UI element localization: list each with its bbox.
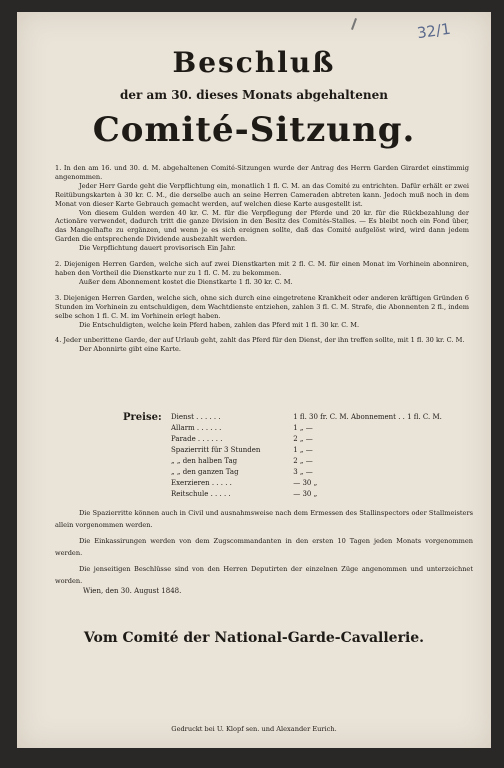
signature-line: Vom Comité der National-Garde-Cavallerie. <box>83 630 425 646</box>
paragraph-sub: Jeder Herr Garde geht die Verpflichtung ein, monatlich 1 fl. C. M. an das Comité zu entrichten. Dafür erhält er zwei Reitübungskarten à 30 kr. C. M., die derselbe auch an seine Herren Cameraden abtreten kann. Jedoch muß noch in dem Monat von dieser Karte Gebrauch gemacht werden, auf welchen diese Karte ausgestellt ist. <box>55 181 469 208</box>
price-item: Reitschule . . . . . <box>171 490 231 498</box>
paragraph-number: 3. <box>55 293 62 302</box>
date-line: Wien, den 30. August 1848. <box>83 587 182 595</box>
paragraph-text: Diejenigen Herren Garden, welche sich auf zwei Dienstkarten mit 2 fl. C. M. für einen Monat im Vorhinein abonniren, haben den Vortheil die Dienstkarte nur zu 1 fl. C. M. zu bekommen. <box>55 260 469 277</box>
price-value: 2 „ — <box>293 457 313 465</box>
note: Die Einkassirungen werden von dem Zugscommandanten in den ersten 10 Tagen jeden Monats vorgenommen werden. <box>55 537 473 557</box>
price-value: 3 „ — <box>293 468 313 476</box>
printer-credit: Gedruckt bei U. Klopf sen. und Alexander Eurich. <box>171 725 337 733</box>
paragraph-sub: Die Verpflichtung dauert provisorisch Ein Jahr. <box>79 244 236 253</box>
paragraph-2 <box>55 260 469 287</box>
paragraph-text: Diejenigen Herren Garden, welche sich, ohne sich durch eine eingetretene Krankheit oder anderen kräftigen Gründen 6 Stunden im Vorhinein zu entschuldigen, dem Wachtdienste entziehen, zahlen 3 fl. C. M. Strafe, die Abonnenten 2 fl., indem selbe schon 1 fl. C. M. im Vorhinein erlegt haben. <box>55 293 469 320</box>
price-row <box>171 489 317 500</box>
price-item: Parade . . . . . . <box>171 435 223 443</box>
paragraph-number: 2. <box>55 260 62 269</box>
paragraph-text: In den am 16. und 30. d. M. abgehaltenen Comité-Sitzungen wurde der Antrag des Herrn Garden Girardet einstimmig angenommen. <box>55 164 469 181</box>
price-row <box>171 423 313 434</box>
price-value: 1 „ — <box>293 424 313 432</box>
price-item: Spazierritt für 3 Stunden <box>171 446 261 454</box>
notes <box>55 507 473 591</box>
price-row <box>171 412 442 423</box>
price-value: — 30 „ <box>293 490 318 498</box>
poster-subtitle: der am 30. dieses Monats abgehaltenen <box>120 88 388 102</box>
price-item: Dienst . . . . . . <box>171 413 221 421</box>
archive-number: 32/1 <box>416 19 453 43</box>
resolution-paragraphs <box>55 164 469 361</box>
price-item: „ „ den ganzen Tag <box>171 468 239 476</box>
paragraph-1 <box>55 164 469 253</box>
pencil-mark <box>351 18 357 30</box>
price-value: — 30 „ <box>293 479 318 487</box>
paragraph-4 <box>55 336 469 354</box>
price-row <box>171 467 313 478</box>
paragraph-text: Jeder unberittene Garde, der auf Urlaub geht, zahlt das Pferd für den Dienst, der ihn treffen sollte, mit 1 fl. 30 kr. C. M. <box>63 336 465 345</box>
price-item: Allarm . . . . . . <box>171 424 222 432</box>
paragraph-sub: Von diesem Gulden werden 40 kr. C. M. für die Verpflegung der Pferde und 20 kr. für die Rückbezahlung der Actionäre verwendet, dadurch tritt die ganze Division in den Besitz des Comités-Stalles. — Es bleibt noch ein Fond über, das Mangelhafte zu ergänzen, und wenn je es sich ereignen sollte, daß das Comité aufgelöst wird, wird dann jedem Garden die entsprechende Dividende ausbezahlt werden. <box>55 208 469 244</box>
note: Die Spazierritte können auch in Civil und ausnahmsweise nach dem Ermessen des Stallinspectors oder Stallmeisters allein vorgenommen werden. <box>55 509 473 529</box>
price-item: „ „ den halben Tag <box>171 457 238 465</box>
paragraph-number: 4. <box>55 336 62 345</box>
price-list-label: Preise: <box>123 412 162 423</box>
price-row <box>171 445 313 456</box>
paragraph-number: 1. <box>55 164 62 172</box>
poster-title: Beschluß <box>172 46 336 79</box>
price-row <box>171 478 317 489</box>
paragraph-sub: Außer dem Abonnement kostet die Dienstkarte 1 fl. 30 kr. C. M. <box>79 277 293 286</box>
poster-heading: Comité-Sitzung. <box>92 110 416 150</box>
poster-sheet <box>17 12 491 748</box>
price-value: 2 „ — <box>293 435 313 443</box>
paragraph-sub: Die Entschuldigten, welche kein Pferd haben, zahlen das Pferd mit 1 fl. 30 kr. C. M. <box>79 320 360 329</box>
price-row <box>171 434 313 445</box>
paragraph-3 <box>55 294 469 330</box>
paragraph-sub: Der Abonnirte gibt eine Karte. <box>79 345 182 354</box>
price-value: 1 fl. 30 fr. C. M. Abonnement . . 1 fl. C. M. <box>293 413 442 421</box>
price-item: Exerzieren . . . . . <box>171 479 232 487</box>
price-value: 1 „ — <box>293 446 313 454</box>
note: Die jenseitigen Beschlüsse sind von den Herren Deputirten der einzelnen Züge angenommen und unterzeichnet worden. <box>55 565 473 585</box>
price-row <box>171 456 313 467</box>
